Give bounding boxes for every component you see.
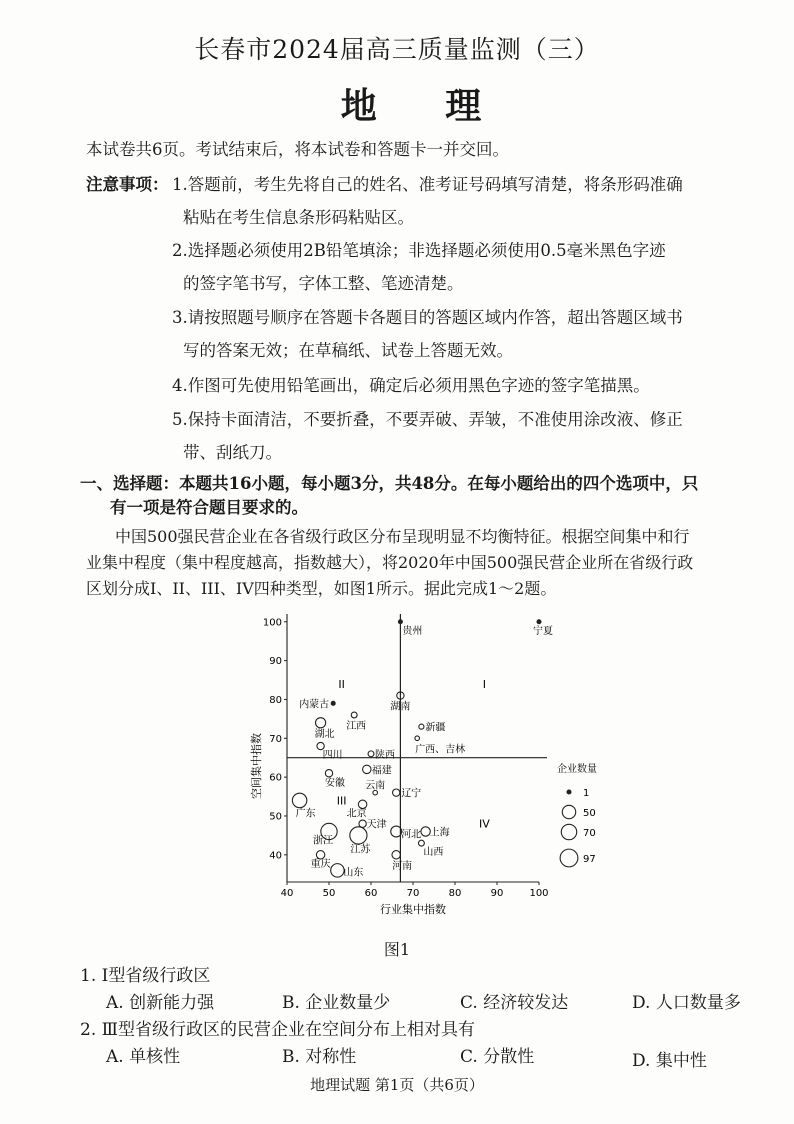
quadrant-label: II (338, 677, 345, 691)
data-point-marker (368, 751, 374, 757)
data-point-label: 云南 (365, 780, 386, 792)
data-point-label: 湖南 (390, 701, 411, 713)
legend-marker (560, 849, 578, 867)
data-point-label: 北京 (346, 808, 367, 820)
data-point-marker (331, 701, 335, 705)
data-point-label: 新疆 (425, 722, 446, 734)
data-point-marker (393, 789, 400, 796)
exam-title: 长春市2024届高三质量监测（三） (194, 35, 600, 64)
data-point-label: 重庆 (310, 858, 331, 870)
figure-1-scatter-chart (245, 606, 615, 918)
data-point-marker (419, 724, 424, 729)
note-item-5-line1: 5.保持卡面清洁，不要折叠，不要弄破、弄皱，不准使用涂改液、修正 (172, 410, 683, 429)
legend-label: 97 (583, 854, 596, 865)
notes-label: 注意事项： (86, 175, 169, 194)
data-point-marker (317, 742, 324, 749)
data-point-marker (537, 620, 541, 624)
legend-marker (561, 824, 576, 839)
data-point-marker (415, 736, 420, 741)
y-tick-label: 80 (269, 694, 282, 706)
x-tick-label: 70 (406, 888, 420, 899)
data-point-label: 宁夏 (533, 625, 553, 637)
legend-label: 70 (583, 828, 596, 839)
question-2-stem: 2. Ⅲ型省级行政区的民营企业在空间分布上相对具有 (80, 1020, 476, 1040)
note-item-4-line1: 4.作图可先使用铅笔画出，确定后必须用黑色字迹的签字笔描黑。 (172, 376, 650, 395)
data-point-marker (325, 770, 332, 777)
y-axis-label: 空间集中指数 (250, 733, 263, 799)
data-point-label: 广东 (295, 808, 316, 820)
data-point-label: 河北 (401, 829, 422, 841)
question-1-option-c[interactable]: C. 经济较发达 (460, 993, 569, 1013)
data-point-marker (398, 620, 402, 624)
figure-caption: 图1 (383, 940, 411, 959)
note-item-2-line2: 的签字笔书写，字体工整、笔迹清楚。 (183, 274, 464, 293)
question-1-option-d[interactable]: D. 人口数量多 (632, 993, 741, 1013)
question-1-stem: 1. Ⅰ型省级行政区 (80, 966, 211, 986)
passage-line3: 区划分成I、II、III、IV四种类型，如图1所示。据此完成1～2题。 (86, 579, 557, 598)
y-tick-label: 70 (269, 733, 282, 745)
data-point-label: 辽宁 (401, 788, 422, 800)
data-point-marker (418, 840, 424, 846)
y-tick-label: 100 (262, 617, 282, 629)
subject-title: 地 理 (340, 85, 510, 127)
y-tick-label: 50 (269, 811, 282, 823)
data-point-label: 山西 (423, 847, 444, 859)
note-item-1-line2: 粘贴在考生信息条形码粘贴区。 (183, 208, 414, 227)
legend-title: 企业数量 (557, 764, 597, 775)
y-tick-label: 90 (269, 656, 282, 668)
x-tick-label: 50 (322, 888, 336, 899)
data-point-marker (358, 800, 366, 808)
data-point-marker (316, 851, 324, 859)
x-tick-label: 80 (448, 888, 462, 899)
legend-marker (567, 790, 571, 794)
question-2-option-c[interactable]: C. 分散性 (460, 1047, 535, 1067)
data-point-marker (350, 827, 367, 844)
x-tick-label: 100 (529, 888, 549, 899)
data-points (292, 620, 553, 879)
data-point-label: 湖北 (314, 728, 335, 740)
data-point-marker (331, 864, 344, 877)
data-point-label: 山东 (343, 867, 364, 879)
data-point-label: 天津 (366, 819, 387, 831)
data-point-label: 江西 (346, 720, 367, 732)
data-point-marker (363, 765, 371, 773)
question-1-option-b[interactable]: B. 企业数量少 (282, 993, 391, 1013)
legend-label: 1 (583, 788, 590, 799)
question-2-option-a[interactable]: A. 单核性 (106, 1047, 181, 1067)
passage-line1: 中国500强民营企业在各省级行政区分布呈现明显不均衡特征。根据空间集中和行 (115, 527, 690, 546)
page-footer: 地理试题 第1页（共6页） (310, 1076, 484, 1094)
data-point-label: 江苏 (350, 844, 371, 856)
data-point-marker (292, 793, 306, 807)
legend-label: 50 (583, 808, 596, 819)
data-point-label: 贵州 (402, 625, 423, 637)
data-point-marker (316, 718, 326, 728)
x-tick-label: 40 (280, 888, 294, 899)
question-2-option-b[interactable]: B. 对称性 (282, 1047, 357, 1067)
quadrant-label: III (336, 794, 347, 808)
note-item-3-line1: 3.请按照题号顺序在答题卡各题目的答题区域内作答，超出答题区域书 (172, 308, 683, 327)
data-point-marker (351, 712, 357, 718)
quadrant-label: I (482, 677, 487, 691)
passage-line2: 业集中程度（集中程度越高，指数越大），将2020年中国500强民营企业所在省级行政 (86, 553, 694, 572)
data-point-label: 四川 (322, 750, 343, 762)
note-item-2-line1: 2.选择题必须使用2B铅笔填涂；非选择题必须使用0.5毫米黑色字迹 (172, 241, 666, 260)
y-tick-label: 60 (269, 772, 282, 784)
data-point-label: 内蒙古 (299, 699, 330, 711)
data-point-marker (392, 851, 400, 859)
data-point-label: 陕西 (375, 749, 395, 761)
question-2-option-d[interactable]: D. 集中性 (632, 1051, 707, 1071)
question-1-option-a[interactable]: A. 创新能力强 (106, 993, 215, 1013)
note-item-1-line1: 1.答题前，考生先将自己的姓名、准考证号码填写清楚，将条形码准确 (172, 175, 683, 194)
data-point-label: 浙江 (313, 835, 333, 847)
note-item-3-line2: 写的答案无效；在草稿纸、试卷上答题无效。 (183, 341, 513, 360)
data-point-label: 上海 (429, 827, 450, 839)
data-point-label: 河南 (392, 860, 413, 872)
data-point-label: 广西、吉林 (415, 744, 466, 756)
y-tick-label: 40 (269, 850, 282, 862)
note-item-5-line2: 带、刮纸刀。 (183, 443, 282, 462)
x-tick-label: 60 (364, 888, 378, 899)
data-point-label: 安徽 (325, 778, 345, 790)
data-point-marker (359, 820, 366, 827)
x-axis-label: 行业集中指数 (380, 903, 446, 916)
chart-legend (557, 762, 597, 867)
legend-marker (562, 805, 575, 818)
section-heading-line2: 有一项是符合题目要求的。 (110, 498, 308, 517)
intro-text: 本试卷共6页。考试结束后，将本试卷和答题卡一并交回。 (86, 140, 509, 159)
quadrant-label: IV (479, 817, 490, 831)
data-point-label: 福建 (371, 765, 392, 777)
section-heading-line1: 一、选择题：本题共16小题，每小题3分，共48分。在每小题给出的四个选项中，只 (80, 474, 699, 493)
x-tick-label: 90 (490, 888, 504, 899)
